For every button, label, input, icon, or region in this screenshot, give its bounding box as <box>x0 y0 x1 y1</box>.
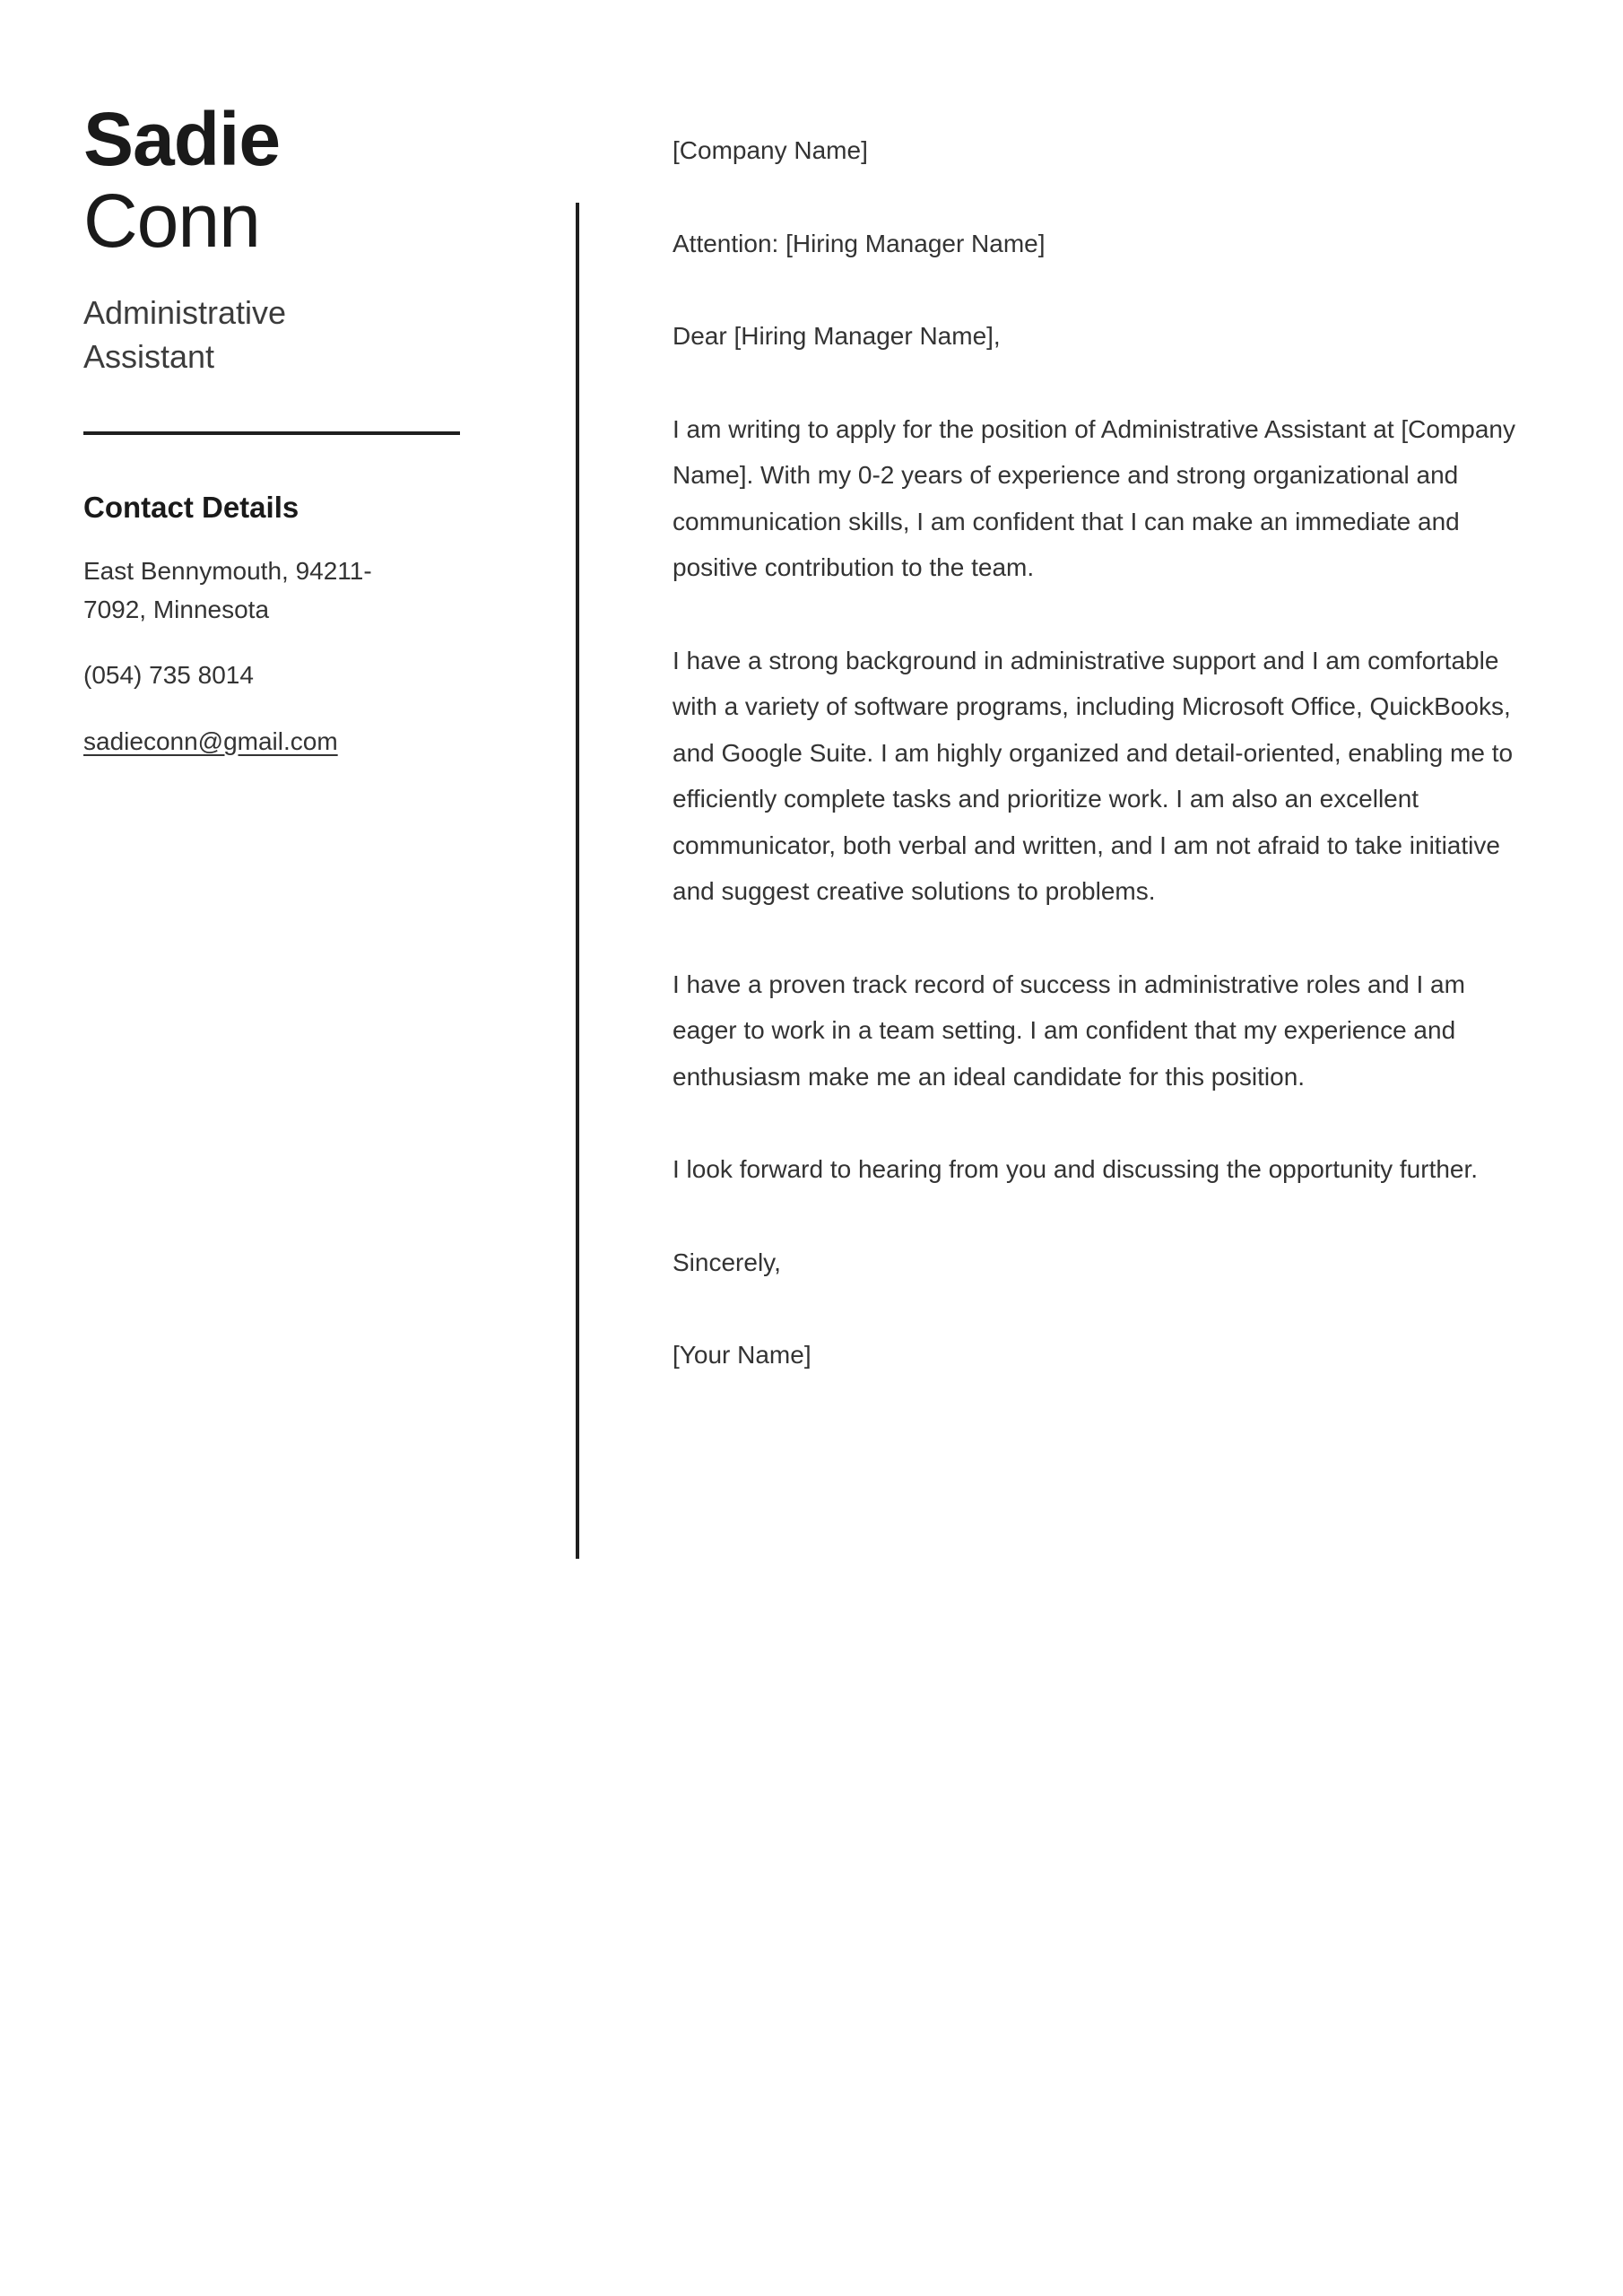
company-name-line: [Company Name] <box>673 136 868 164</box>
letter-body <box>673 127 1523 1378</box>
letter-paragraph: I am writing to apply for the position of Administrative Assistant at [Company Name]. With my 0-2 years of experience and strong organizational and communication skills, I am confident that I can make an immediate and positive contribution to the team. <box>673 414 1515 582</box>
salutation-line: Dear [Hiring Manager Name], <box>673 322 1001 351</box>
letter-paragraph: I have a strong background in administrative support and I am comfortable with a variety of software programs, including Microsoft Office, QuickBooks, and Google Suite. I am highly organized and detail-oriented, enabling me to efficiently complete tasks and prioritize work. I am also an excellent communicator, both verbal and written, and I am not afraid to take initiative and suggest creative solutions to problems. <box>673 646 1514 906</box>
signature-line: [Your Name] <box>673 1341 812 1370</box>
contact-email-link[interactable]: sadieconn@gmail.com <box>83 726 338 755</box>
sidebar <box>83 99 469 761</box>
sidebar-divider <box>83 431 460 435</box>
letter-paragraph: I look forward to hearing from you and discussing the opportunity further. <box>673 1155 1479 1184</box>
contact-details-heading: Contact Details <box>83 490 299 524</box>
applicant-last-name: Conn <box>83 178 260 263</box>
attention-line: Attention: [Hiring Manager Name] <box>673 229 1046 257</box>
contact-address: East Bennymouth, 94211-7092, Minnesota <box>83 556 372 624</box>
applicant-first-name: Sadie <box>83 97 281 181</box>
content-divider <box>576 203 579 1559</box>
contact-phone: (054) 735 8014 <box>83 661 254 690</box>
applicant-name <box>83 99 469 261</box>
job-title: Administrative Assistant <box>83 294 287 376</box>
closing-line: Sincerely, <box>673 1248 781 1276</box>
letter-paragraph: I have a proven track record of success in administrative roles and I am eager to work in a team setting. I am confident that my experience and enthusiasm make me an ideal candidate for this position. <box>673 970 1465 1091</box>
